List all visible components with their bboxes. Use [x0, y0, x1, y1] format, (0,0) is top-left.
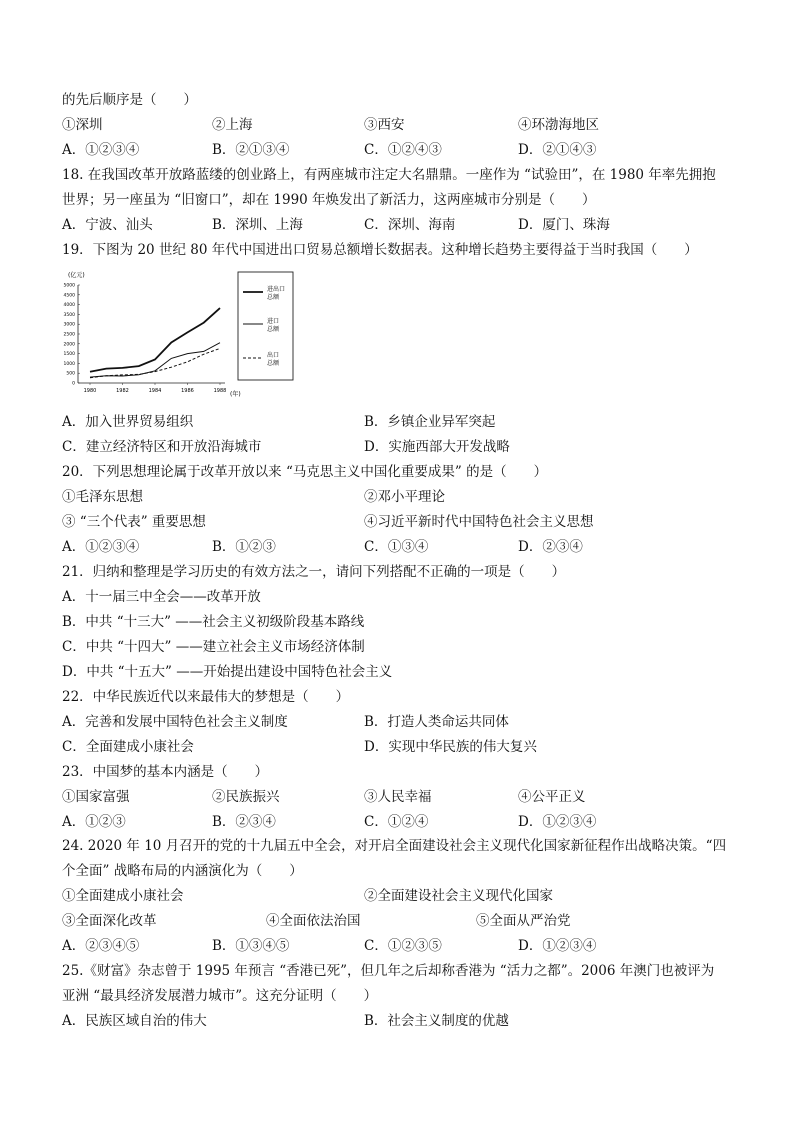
chart-series	[90, 308, 220, 378]
answer-option: B．打造人类命运共同体	[364, 714, 509, 730]
option-item: ⑤全面从严治党	[476, 913, 571, 929]
answer-option: A．加入世界贸易组织	[62, 414, 194, 430]
question-17-tail: 的先后顺序是（ ）	[62, 92, 197, 108]
option-item: ④全面依法治国	[266, 913, 361, 929]
answer-option: D．②①④③	[518, 142, 597, 158]
option-item: ②上海	[212, 117, 253, 133]
answer-option: A．②③④⑤	[62, 938, 140, 954]
legend-label: 进出口	[267, 286, 286, 293]
option-item: ②全面建设社会主义现代化国家	[364, 888, 553, 904]
y-tick-label: 0	[72, 381, 75, 387]
answer-option: C．①②③⑤	[364, 938, 442, 954]
y-tick-label: 1000	[63, 361, 75, 367]
x-tick-label: 1986	[181, 388, 194, 394]
chart-legend	[243, 285, 285, 367]
answer-option: B．②①③④	[212, 142, 290, 158]
option-item: ②民族振兴	[212, 789, 280, 805]
question-25-stem-cont: 亚洲 “最具经济发展潜力城市”。这充分证明（ ）	[62, 988, 378, 1004]
y-tick-label: 4500	[63, 293, 75, 299]
legend-label: 总额	[267, 326, 280, 333]
option-item: ①毛泽东思想	[62, 489, 143, 505]
answer-option: B．社会主义制度的优越	[364, 1013, 509, 1029]
trade-chart	[60, 268, 295, 403]
x-unit-label: (年)	[230, 391, 241, 398]
axis-ticks	[64, 283, 227, 395]
x-tick-label: 1988	[213, 388, 227, 394]
answer-option: B．①②③	[212, 539, 276, 555]
option-item: ①国家富强	[62, 789, 130, 805]
question-23-stem: 23．中国梦的基本内涵是（ ）	[62, 764, 269, 780]
option-item: ③西安	[364, 117, 405, 133]
y-tick-label: 2000	[63, 342, 75, 348]
question-21-stem: 21．归纳和整理是学习历史的有效方法之一，请问下列搭配不正确的一项是（ ）	[62, 564, 566, 580]
question-22-stem: 22．中华民族近代以来最伟大的梦想是（ ）	[62, 689, 350, 705]
option-item: ④习近平新时代中国特色社会主义思想	[364, 514, 594, 530]
answer-option: A．民族区域自治的伟大	[62, 1013, 207, 1029]
answer-option: C．深圳、海南	[364, 217, 456, 233]
option-item: ③ “三个代表” 重要思想	[62, 514, 206, 530]
question-18-stem-cont: 世界；另一座虽为 “旧窗口”，却在 1990 年焕发出了新活力，这两座城市分别是（ ）	[62, 192, 596, 208]
option-item: ③人民幸福	[364, 789, 432, 805]
question-24-stem: 24. 2020 年 10 月召开的党的十九届五中全会，对开启全面建设社会主义现代化国家新征程作出战略决策。“四	[62, 838, 727, 854]
y-tick-label: 3500	[63, 312, 75, 318]
answer-option: B．深圳、上海	[212, 217, 303, 233]
answer-option: A．①②③④	[62, 539, 140, 555]
answer-option: D．①②③④	[518, 814, 597, 830]
answer-option: C．中共 “十四大” ——建立社会主义市场经济体制	[62, 639, 365, 655]
answer-option: A．①②③	[62, 814, 126, 830]
answer-option: D．中共 “十五大” ——开始提出建设中国特色社会主义	[62, 664, 393, 680]
answer-option: B．乡镇企业异军突起	[364, 414, 496, 430]
option-item: ①深圳	[62, 117, 103, 133]
option-item: ①全面建成小康社会	[62, 888, 184, 904]
answer-option: B．①③④⑤	[212, 938, 290, 954]
answer-option: D．厦门、珠海	[518, 217, 610, 233]
answer-option: D．实施西部大开发战略	[364, 439, 510, 455]
y-tick-label: 3000	[63, 322, 75, 328]
legend-label: 总额	[267, 360, 280, 367]
y-tick-label: 2500	[63, 332, 75, 338]
y-tick-label: 500	[66, 371, 75, 377]
option-item: ②邓小平理论	[364, 489, 445, 505]
y-tick-label: 5000	[63, 283, 75, 289]
x-tick-label: 1980	[83, 388, 97, 394]
question-24-stem-cont: 个全面” 战略布局的内涵演化为（ ）	[62, 863, 303, 879]
answer-option: A．完善和发展中国特色社会主义制度	[62, 714, 288, 730]
x-tick-label: 1984	[148, 388, 162, 394]
answer-option: C．①②④③	[364, 142, 442, 158]
question-25-stem: 25.《财富》杂志曾于 1995 年预言 “香港已死”，但几年之后却称香港为 “活力之都”。2006 年澳门也被评为	[62, 963, 715, 979]
y-unit-label: (亿元)	[68, 272, 85, 279]
answer-option: B．中共 “十三大” ——社会主义初级阶段基本路线	[62, 614, 365, 630]
answer-option: C．①③④	[364, 539, 429, 555]
answer-option: A．宁波、汕头	[62, 217, 153, 233]
x-tick-label: 1982	[116, 388, 129, 394]
legend-label: 总额	[267, 294, 280, 301]
answer-option: C．全面建成小康社会	[62, 739, 194, 755]
option-item: ④环渤海地区	[518, 117, 599, 133]
answer-option: C．①②④	[364, 814, 429, 830]
series-line	[90, 348, 220, 377]
answer-option: B．②③④	[212, 814, 276, 830]
answer-option: D．②③④	[518, 539, 583, 555]
legend-label: 出口	[267, 352, 280, 359]
answer-option: D．实现中华民族的伟大复兴	[364, 739, 537, 755]
legend-label: 进口	[267, 318, 280, 325]
answer-option: C．建立经济特区和开放沿海城市	[62, 439, 262, 455]
answer-option: A．①②③④	[62, 142, 140, 158]
question-20-stem: 20．下列思想理论属于改革开放以来 “马克思主义中国化重要成果” 的是（ ）	[62, 464, 548, 480]
series-line	[90, 308, 220, 372]
answer-option: D．①②③④	[518, 938, 597, 954]
trade-chart-svg	[60, 268, 295, 403]
question-19-stem: 19．下图为 20 世纪 80 年代中国进出口贸易总额增长数据表。这种增长趋势主要得益于当时我国（ ）	[62, 242, 698, 258]
y-tick-label: 4000	[63, 303, 75, 309]
y-tick-label: 1500	[63, 352, 75, 358]
answer-option: A．十一届三中全会——改革开放	[62, 589, 261, 605]
question-18-stem: 18. 在我国改革开放路蓝缕的创业路上，有两座城市注定大名鼎鼎。一座作为 “试验田”，在 1980 年率先拥抱	[62, 167, 716, 183]
option-item: ③全面深化改革	[62, 913, 157, 929]
option-item: ④公平正义	[518, 789, 586, 805]
